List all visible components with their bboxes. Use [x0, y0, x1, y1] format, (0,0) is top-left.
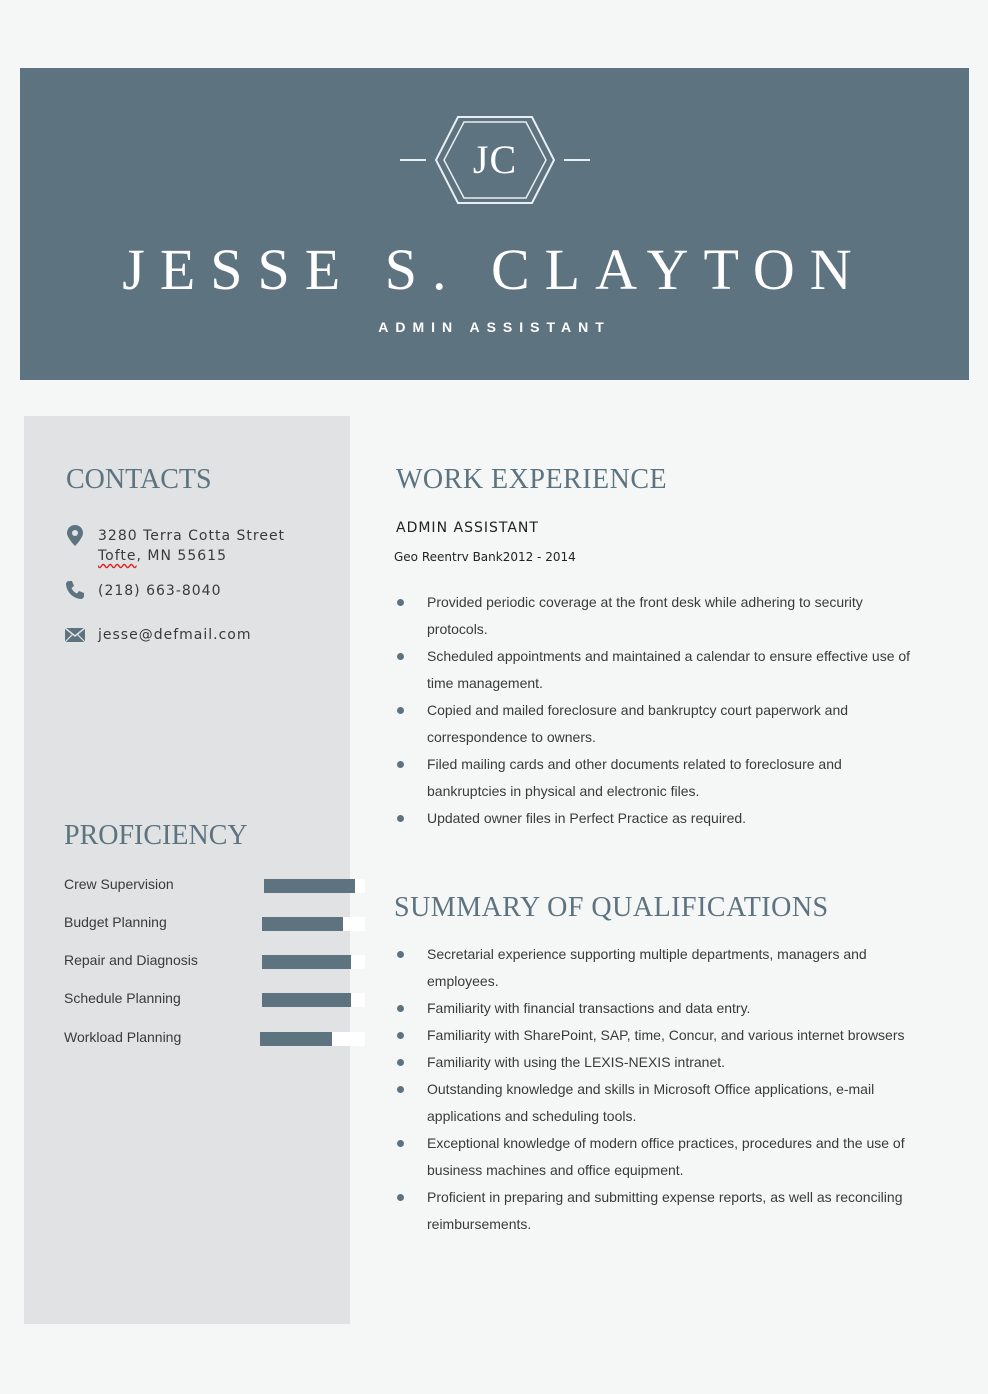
monogram-initials: JC — [472, 137, 518, 182]
bullet-item: Scheduled appointments and maintained a calendar to ensure effective use of time management. — [396, 643, 916, 697]
skill-row — [64, 874, 326, 894]
envelope-icon — [64, 623, 86, 645]
bullet-item: Familiarity with financial transactions and data entry. — [396, 995, 921, 1022]
address-city: Tofte — [98, 548, 137, 564]
phone-text: (218) 663-8040 — [98, 583, 222, 599]
skill-level-fill — [260, 1032, 332, 1046]
bullet-item: Updated owner files in Perfect Practice as required. — [396, 805, 916, 832]
email-text: jesse@defmail.com — [98, 627, 252, 643]
skill-label: Budget Planning — [64, 914, 167, 930]
bullet-item: Exceptional knowledge of modern office practices, procedures and the use of business machines and office equipment. — [396, 1130, 921, 1184]
skill-row — [64, 912, 326, 932]
bullet-item: Secretarial experience supporting multiple departments, managers and employees. — [396, 941, 921, 995]
skill-level-fill — [262, 993, 351, 1007]
work-experience-heading: WORK EXPERIENCE — [396, 464, 668, 495]
contact-phone — [64, 581, 222, 601]
skill-level-bar — [262, 993, 365, 1007]
skill-level-bar — [264, 879, 365, 893]
qualifications-bullet-list — [396, 941, 921, 1238]
proficiency-heading: PROFICIENCY — [64, 820, 248, 851]
contacts-heading: CONTACTS — [66, 464, 212, 495]
bullet-item: Familiarity with SharePoint, SAP, time, Concur, and various internet browsers — [396, 1022, 921, 1049]
skill-row — [64, 1027, 326, 1047]
candidate-role: ADMIN ASSISTANT — [378, 319, 611, 335]
skill-label: Workload Planning — [64, 1029, 182, 1045]
bullet-item: Provided periodic coverage at the front desk while adhering to security protocols. — [396, 589, 916, 643]
address-text — [98, 526, 285, 566]
phone-icon — [64, 579, 86, 601]
address-line2 — [98, 546, 285, 566]
contact-address — [64, 526, 285, 566]
bullet-item: Copied and mailed foreclosure and bankruptcy court paperwork and correspondence to owners. — [396, 697, 916, 751]
skill-row — [64, 988, 326, 1008]
skill-level-bar — [262, 917, 365, 931]
work-bullet-list — [396, 589, 916, 832]
skill-level-fill — [264, 879, 355, 893]
skill-level-bar — [260, 1032, 365, 1046]
address-state-zip: , MN 55615 — [136, 548, 227, 564]
bullet-item: Outstanding knowledge and skills in Microsoft Office applications, e-mail applications and scheduling tools. — [396, 1076, 921, 1130]
skill-label: Repair and Diagnosis — [64, 952, 198, 968]
job-title: ADMIN ASSISTANT — [396, 520, 539, 536]
skill-label: Schedule Planning — [64, 990, 181, 1006]
job-company-dates: Geo Reentrv Bank2012 - 2014 — [394, 550, 576, 564]
sidebar — [24, 416, 350, 1324]
bullet-item: Filed mailing cards and other documents related to foreclosure and bankruptcies in physical and electronic files. — [396, 751, 916, 805]
contact-email — [64, 625, 251, 645]
skill-level-fill — [262, 955, 351, 969]
qualifications-heading: SUMMARY OF QUALIFICATIONS — [394, 892, 829, 923]
skill-level-bar — [262, 955, 365, 969]
skill-row — [64, 950, 326, 970]
skill-label: Crew Supervision — [64, 876, 174, 892]
address-line1: 3280 Terra Cotta Street — [98, 528, 286, 544]
skill-level-fill — [262, 917, 343, 931]
location-pin-icon — [64, 524, 86, 546]
header-banner — [20, 68, 969, 380]
bullet-item: Familiarity with using the LEXIS-NEXIS intranet. — [396, 1049, 921, 1076]
bullet-item: Proficient in preparing and submitting expense reports, as well as reconciling reimbursements. — [396, 1184, 921, 1238]
candidate-name: JESSE S. CLAYTON — [122, 237, 867, 302]
